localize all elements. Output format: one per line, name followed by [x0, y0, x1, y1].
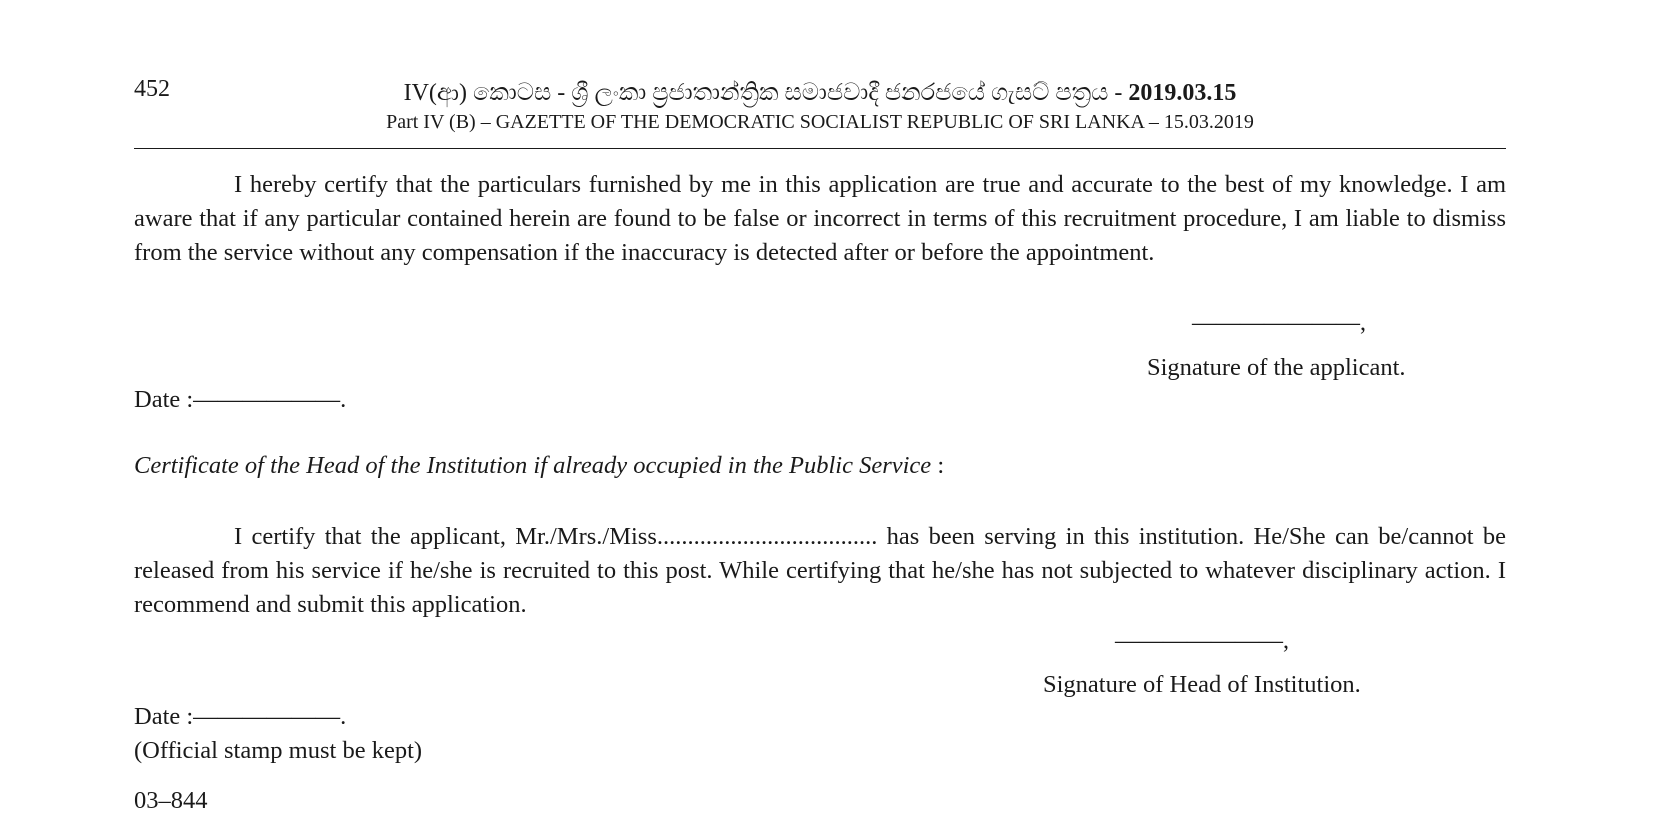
applicant-signature-line: ———————, — [1192, 310, 1366, 336]
head-signature-caption: Signature of Head of Institution. — [1043, 671, 1361, 698]
certificate-heading — [134, 452, 944, 480]
head-signature-line: ———————, — [1115, 628, 1289, 654]
official-stamp-note: (Official stamp must be kept) — [134, 737, 423, 764]
reference-number: 03–844 — [134, 787, 208, 814]
head-certification-text: I certify that the applicant, Mr./Mrs./Miss.................................... has been serving in this institution. He/She can be/cannot be released from his service if he/she is recruited to this post. While certifying that he/she has not subjected to whatever disciplinary action. I recommend and submit this application. — [134, 523, 1506, 618]
head-certification — [134, 520, 1506, 622]
header-divider — [134, 148, 1506, 149]
applicant-declaration-text: I hereby certify that the particulars furnished by me in this application are true and accurate to the best of my knowledge. I am aware that if any particular contained herein are found to be false or incorrect in terms of this recruitment procedure, I am liable to dismiss from the service without any compensation if the inaccuracy is detected after or before the appointment. — [134, 171, 1506, 266]
header-sinhala-date: 2019.03.15 — [1128, 80, 1237, 106]
header-sinhala-line — [134, 78, 1506, 108]
applicant-declaration — [134, 168, 1506, 270]
applicant-date-line: Date :——————. — [134, 386, 347, 413]
applicant-signature-caption: Signature of the applicant. — [1147, 354, 1406, 381]
head-date-line: Date :——————. — [134, 703, 347, 730]
page-number: 452 — [134, 76, 170, 102]
gazette-header — [134, 78, 1506, 134]
certificate-heading-suffix: : — [931, 452, 945, 479]
certificate-heading-text: Certificate of the Head of the Institution if already occupied in the Public Service — [134, 452, 932, 479]
header-sinhala-title: IV(ආ) කොටස - ශ්‍රී ලංකා ප්‍රජාතාන්ත්‍රික සමාජවාදී ජනරජයේ ගැසට් පත්‍රය - — [403, 80, 1129, 106]
header-english-title: Part IV (B) – GAZETTE OF THE DEMOCRATIC SOCIALIST REPUBLIC OF SRI LANKA – 15.03.2019 — [386, 111, 1254, 133]
